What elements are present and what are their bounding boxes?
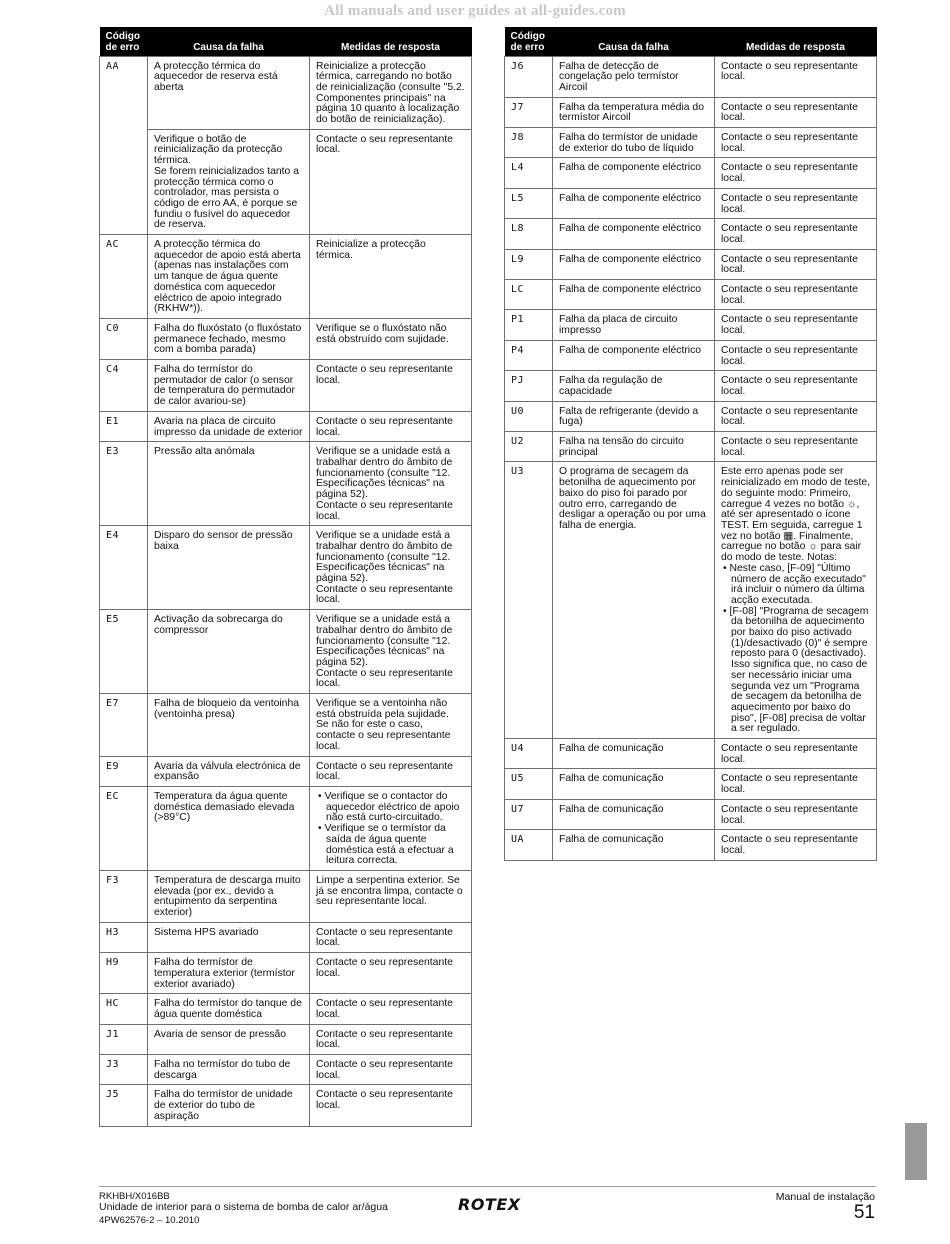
fault-cause: Falha do termístor do permutador de calor (o sensor de temperatura do permutador de calor avariou-se) <box>148 360 310 412</box>
response-measure <box>715 280 877 310</box>
measure-bullet: • Verifique se o termístor da saída de água quente doméstica está a efectuar a leitura correcta. <box>318 823 454 867</box>
measure-text: Contacte o seu representante local. <box>316 998 453 1020</box>
error-code: C4 <box>100 360 148 412</box>
footer-model: RKHBH/X016BB <box>99 1191 170 1202</box>
error-code: EC <box>100 786 148 870</box>
fault-cause: Falha do termístor de unidade de exterior do tubo de líquido <box>553 128 715 158</box>
table-row <box>505 340 877 370</box>
response-measure <box>715 340 877 370</box>
response-measure <box>715 432 877 462</box>
response-measure <box>715 249 877 279</box>
response-measure <box>715 401 877 431</box>
fault-cause: Verifique o botão de reinicialização da protecção térmica. Se forem reinicializados tanto a protecção térmica como o controlador, mas persista o código de erro AA, é porque se fundiu o fusível do aquecedor de reserva. <box>148 129 310 234</box>
table-row <box>505 158 877 188</box>
table-row <box>100 235 472 319</box>
fault-cause: Avaria da válvula electrónica de expansão <box>148 756 310 786</box>
header-code: Código de erro <box>100 27 148 56</box>
measure-text: Contacte o seu representante local. <box>316 957 453 979</box>
measure-bullet: • [F-08] "Programa de secagem da betonilha de aquecimento por baixo do piso activado (1)/desactivado (0)" é sempre reposto para 0 (desactivado). Isso significa que, no caso de ser necessário iniciar uma segunda vez um "Programa de secagem da betonilha de aquecimento por baixo do piso", [F-08] precisa de voltar a ser regulado. <box>723 605 869 735</box>
error-code-table-left <box>99 27 472 1127</box>
measure-text: Verifique se o fluxóstato não está obstruído com sujidade. <box>316 322 449 345</box>
measure-text: Contacte o seu representante local. <box>316 364 453 386</box>
fault-cause: A protecção térmica do aquecedor de reserva está aberta <box>148 56 310 129</box>
table-row <box>100 1085 472 1126</box>
table-row <box>100 1055 472 1085</box>
header-code: Código de erro <box>505 27 553 56</box>
response-measure <box>310 442 472 526</box>
response-measure <box>310 129 472 234</box>
response-measure <box>310 610 472 694</box>
table-row <box>100 610 472 694</box>
measure-text: Verifique se a unidade está a trabalhar dentro do âmbito de funcionamento (consulte "12. Especificações técnicas" na página 52). Contacte o seu representante local. <box>316 614 453 690</box>
measure-text: Contacte o seu representante local. <box>721 192 858 215</box>
table-row <box>100 526 472 610</box>
response-measure <box>715 188 877 218</box>
fault-cause: Pressão alta anómala <box>148 442 310 526</box>
table-row <box>100 129 472 234</box>
response-measure <box>715 97 877 127</box>
table-row <box>100 994 472 1024</box>
fault-cause: O programa de secagem da betonilha de aquecimento por baixo do piso foi parado por outro erro, carregando de desligar a operação ou por uma falha de energia. <box>553 462 715 739</box>
measure-text: Contacte o seu representante local. <box>721 162 858 185</box>
table-row <box>505 371 877 401</box>
table-row <box>505 249 877 279</box>
response-measure <box>715 56 877 97</box>
measure-text: Contacte o seu representante local. <box>316 1028 453 1051</box>
response-measure <box>715 799 877 829</box>
error-code: H9 <box>100 953 148 994</box>
response-measure <box>715 219 877 249</box>
error-code: UA <box>505 830 553 860</box>
measure-text: Contacte o seu representante local. <box>721 101 858 124</box>
error-code: E7 <box>100 694 148 757</box>
error-code: E9 <box>100 756 148 786</box>
fault-cause: Falha de detecção de congelação pelo termístor Aircoil <box>553 56 715 97</box>
fault-cause: Falha de comunicação <box>553 799 715 829</box>
response-measure <box>310 411 472 441</box>
table-row <box>100 694 472 757</box>
table-row <box>505 97 877 127</box>
fault-cause: Falha de componente eléctrico <box>553 340 715 370</box>
response-measure <box>715 830 877 860</box>
measure-text: Contacte o seu representante local. <box>316 926 453 949</box>
table-row <box>505 128 877 158</box>
response-measure <box>715 128 877 158</box>
fault-cause: Falha de componente eléctrico <box>553 188 715 218</box>
fault-cause: Disparo do sensor de pressão baixa <box>148 526 310 610</box>
table-row <box>505 739 877 769</box>
table-row <box>505 401 877 431</box>
error-code: LC <box>505 280 553 310</box>
manual-title: Manual de instalação <box>775 1191 875 1203</box>
error-code: P1 <box>505 310 553 340</box>
table-row <box>505 799 877 829</box>
error-code: F3 <box>100 870 148 922</box>
error-code <box>100 129 148 234</box>
fault-cause: Falha da placa de circuito impresso <box>553 310 715 340</box>
fault-cause: Falha de bloqueio da ventoinha (ventoinha presa) <box>148 694 310 757</box>
table-row <box>505 219 877 249</box>
response-measure <box>715 769 877 799</box>
error-code: H3 <box>100 922 148 952</box>
error-code: J1 <box>100 1024 148 1054</box>
table-row <box>100 786 472 870</box>
measure-text: Contacte o seu representante local. <box>316 415 453 438</box>
measure-text: Contacte o seu representante local. <box>721 803 858 826</box>
error-code: U4 <box>505 739 553 769</box>
response-measure <box>310 1085 472 1126</box>
fault-cause: Avaria na placa de circuito impresso da unidade de exterior <box>148 411 310 441</box>
fault-cause: Falha da regulação de capacidade <box>553 371 715 401</box>
fault-cause: Falha do termístor do tanque de água quente doméstica <box>148 994 310 1024</box>
fault-cause: Temperatura da água quente doméstica demasiado elevada (>89°C) <box>148 786 310 870</box>
measure-bullet: • Verifique se o contactor do aquecedor eléctrico de apoio não está curto-circuitado. <box>318 790 460 824</box>
fault-cause: Falha de componente eléctrico <box>553 249 715 279</box>
error-code: J6 <box>505 56 553 97</box>
error-code: U0 <box>505 401 553 431</box>
fault-cause: Falha do fluxóstato (o fluxóstato permanece fechado, mesmo com a bomba parada) <box>148 318 310 359</box>
table-row <box>505 188 877 218</box>
measure-text: Este erro apenas pode ser reinicializado em modo de teste, do seguinte modo: Primeiro, carregue 4 vezes no botão ☼, até ser apresentado o ícone TEST. Em seguida, carregue 1 vez no botão ▦. Finalmente, carregue no botão ☼ para sair do modo de teste. Notas: <box>721 466 871 564</box>
fault-cause: Avaria de sensor de pressão <box>148 1024 310 1054</box>
measure-text: Reinicialize a protecção térmica, carregando no botão de reinicialização (consulte "5.2. Componentes principais" na página 10 quanto à localização do botão de reinicialização). <box>316 60 465 126</box>
table-row <box>100 1024 472 1054</box>
error-code: HC <box>100 994 148 1024</box>
table-row <box>100 56 472 129</box>
brand-logo: ROTEX <box>458 1195 521 1214</box>
table-row <box>100 360 472 412</box>
measure-text: Contacte o seu representante local. <box>721 436 858 458</box>
response-measure <box>715 310 877 340</box>
table-row <box>505 769 877 799</box>
fault-cause: Falha de comunicação <box>553 769 715 799</box>
error-code: L9 <box>505 249 553 279</box>
measure-text: Contacte o seu representante local. <box>316 760 453 783</box>
response-measure <box>715 462 877 739</box>
measure-text: Contacte o seu representante local. <box>721 375 858 397</box>
error-code: PJ <box>505 371 553 401</box>
measure-text: Contacte o seu representante local. <box>721 253 858 276</box>
measure-text: Contacte o seu representante local. <box>721 132 858 154</box>
error-code: E4 <box>100 526 148 610</box>
header-measure: Medidas de resposta <box>715 27 877 56</box>
response-measure <box>310 786 472 870</box>
measure-text: Contacte o seu representante local. <box>721 405 858 428</box>
response-measure <box>310 56 472 129</box>
response-measure <box>310 1055 472 1085</box>
measure-text: Contacte o seu representante local. <box>721 60 858 83</box>
measure-text: Contacte o seu representante local. <box>721 284 858 306</box>
response-measure <box>310 756 472 786</box>
error-code: L4 <box>505 158 553 188</box>
measure-text: Contacte o seu representante local. <box>721 834 858 856</box>
header-cause: Causa da falha <box>148 27 310 56</box>
error-code-table-right <box>504 27 877 861</box>
fault-cause: Activação da sobrecarga do compressor <box>148 610 310 694</box>
fault-cause: Falha de componente eléctrico <box>553 158 715 188</box>
table-header-row <box>100 27 472 56</box>
measure-text: Contacte o seu representante local. <box>721 773 858 796</box>
response-measure <box>310 953 472 994</box>
table-header-row <box>505 27 877 56</box>
response-measure <box>310 994 472 1024</box>
response-measure <box>310 1024 472 1054</box>
error-code: E1 <box>100 411 148 441</box>
error-code: U5 <box>505 769 553 799</box>
error-code: P4 <box>505 340 553 370</box>
footer-doc-code: 4PW62576-2 – 10.2010 <box>99 1215 200 1226</box>
table-row <box>505 462 877 739</box>
error-code: AC <box>100 235 148 319</box>
measure-text: Contacte o seu representante local. <box>721 223 858 245</box>
fault-cause: Falha de comunicação <box>553 739 715 769</box>
error-code: L8 <box>505 219 553 249</box>
header-cause: Causa da falha <box>553 27 715 56</box>
response-measure <box>310 360 472 412</box>
table-row <box>505 432 877 462</box>
error-code: L5 <box>505 188 553 218</box>
measure-text: Contacte o seu representante local. <box>721 314 858 337</box>
fault-cause: Falha do termístor de unidade de exterior do tubo de aspiração <box>148 1085 310 1126</box>
table-row <box>100 953 472 994</box>
table-row <box>100 411 472 441</box>
response-measure <box>310 694 472 757</box>
error-code: C0 <box>100 318 148 359</box>
measure-text: Contacte o seu representante local. <box>721 743 858 765</box>
fault-cause: Falha no termístor do tubo de descarga <box>148 1055 310 1085</box>
measure-bullet: • Neste caso, [F-09] "Último número de acção executado" irá incluir o número da última acção executada. <box>723 562 866 606</box>
error-code: U3 <box>505 462 553 739</box>
table-row <box>505 310 877 340</box>
table-row <box>100 318 472 359</box>
fault-cause: Falha de componente eléctrico <box>553 280 715 310</box>
section-tab-marker <box>905 1123 927 1180</box>
fault-cause: Sistema HPS avariado <box>148 922 310 952</box>
table-row <box>505 830 877 860</box>
error-code: AA <box>100 56 148 129</box>
footer-divider <box>99 1186 876 1187</box>
measure-text: Contacte o seu representante local. <box>316 133 453 156</box>
measure-text: Limpe a serpentina exterior. Se já se encontra limpa, contacte o seu representante local. <box>316 874 463 908</box>
response-measure <box>310 526 472 610</box>
error-code: E3 <box>100 442 148 526</box>
measure-text: Verifique se a unidade está a trabalhar dentro do âmbito de funcionamento (consulte "12. Especificações técnicas" na página 52). Contacte o seu representante local. <box>316 446 453 522</box>
response-measure <box>310 318 472 359</box>
response-measure <box>715 739 877 769</box>
table-row <box>100 756 472 786</box>
measure-text: Contacte o seu representante local. <box>316 1089 453 1112</box>
table-row <box>100 870 472 922</box>
fault-cause: Falha de componente eléctrico <box>553 219 715 249</box>
error-code: E5 <box>100 610 148 694</box>
error-code: U2 <box>505 432 553 462</box>
fault-cause: Falha na tensão do circuito principal <box>553 432 715 462</box>
table-row <box>505 56 877 97</box>
error-code: J5 <box>100 1085 148 1126</box>
error-code: J3 <box>100 1055 148 1085</box>
error-code: U7 <box>505 799 553 829</box>
header-measure: Medidas de resposta <box>310 27 472 56</box>
response-measure <box>310 870 472 922</box>
fault-cause: Falha de comunicação <box>553 830 715 860</box>
table-row <box>100 442 472 526</box>
measure-text: Verifique se a unidade está a trabalhar dentro do âmbito de funcionamento (consulte "12. Especificações técnicas" na página 52). Contacte o seu representante local. <box>316 530 453 606</box>
page-number: 51 <box>853 1202 875 1223</box>
measure-text: Contacte o seu representante local. <box>721 344 858 367</box>
measure-text: Reinicialize a protecção térmica. <box>316 239 426 261</box>
response-measure <box>715 158 877 188</box>
watermark: All manuals and user guides at all-guides.com <box>324 3 626 19</box>
footer-description: Unidade de interior para o sistema de bomba de calor ar/água <box>99 1201 388 1213</box>
measure-text: Contacte o seu representante local. <box>316 1059 453 1081</box>
response-measure <box>310 922 472 952</box>
fault-cause: Falta de refrigerante (devido a fuga) <box>553 401 715 431</box>
fault-cause: A protecção térmica do aquecedor de apoio está aberta (apenas nas instalações com um tanque de água quente doméstica com aquecedor eléctrico de apoio integrado (RKHW*)). <box>148 235 310 319</box>
error-code: J8 <box>505 128 553 158</box>
response-measure <box>715 371 877 401</box>
fault-cause: Temperatura de descarga muito elevada (por ex., devido a entupimento da serpentina exterior) <box>148 870 310 922</box>
measure-text: Verifique se a ventoinha não está obstruída pela sujidade. Se não for este o caso, contacte o seu representante local. <box>316 698 451 752</box>
fault-cause: Falha da temperatura média do termístor Aircoil <box>553 97 715 127</box>
response-measure <box>310 235 472 319</box>
table-row <box>100 922 472 952</box>
fault-cause: Falha do termístor de temperatura exterior (termístor exterior avariado) <box>148 953 310 994</box>
table-row <box>505 280 877 310</box>
error-code: J7 <box>505 97 553 127</box>
